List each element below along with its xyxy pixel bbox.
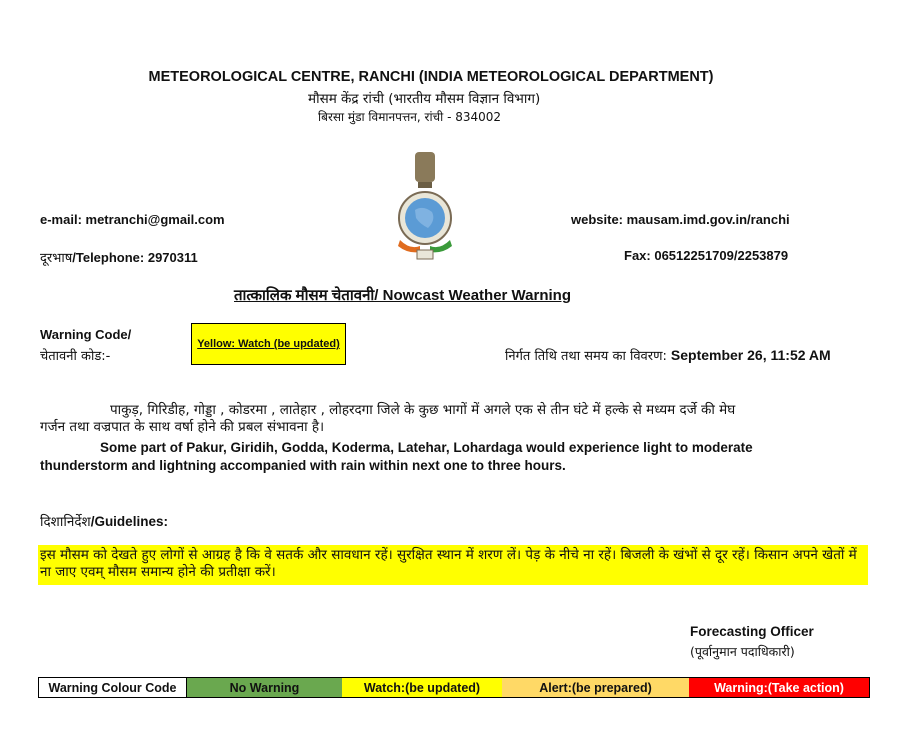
legend-no-warning: No Warning — [187, 678, 342, 697]
issued-label: निर्गत तिथि तथा समय का विवरण: — [505, 349, 667, 364]
telephone — [40, 248, 198, 266]
signature-title-hi: (पूर्वानुमान पदाधिकारी) — [690, 644, 795, 659]
header-address: बिरसा मुंडा विमानपत्तन, रांची - 834002 — [318, 110, 502, 124]
telephone-value: /Telephone: 2970311 — [72, 250, 198, 265]
header-title-hi: मौसम केंद्र रांची (भारतीय मौसम विज्ञान विभाग) — [308, 91, 541, 107]
guidelines-label-en: /Guidelines: — [90, 514, 168, 529]
issued-value: September 26, 11:52 AM — [670, 347, 831, 363]
legend-alert: Alert:(be prepared) — [502, 678, 689, 697]
warning-code-label-en: Warning Code/ — [40, 327, 132, 342]
header-title-en: METEOROLOGICAL CENTRE, RANCHI (INDIA METEOROLOGICAL DEPARTMENT) — [148, 69, 714, 85]
signature-title-en: Forecasting Officer — [690, 624, 814, 639]
guidelines-label-hi: दिशानिर्देश — [40, 514, 91, 530]
warning-code-label-hi: चेतावनी कोड:- — [40, 349, 111, 364]
hindi-message-line2: गर्जन तथा वज्रपात के साथ वर्षा होने की प्रबल संभावना है। — [40, 419, 325, 435]
issued-datetime — [505, 346, 831, 364]
warning-colour-legend — [38, 677, 870, 698]
guidelines-text: इस मौसम को देखते हुए लोगों से आग्रह है कि वे सतर्क और सावधान रहें। सुरक्षित स्थान में शरण लें। पेड़ के नीचे ना रहें। बिजली के खंभों से दूर रहें। किसान अपने खेतों में ना जाए एवम् मौसम समान्य होने की प्रतीक्षा करें। — [40, 547, 857, 580]
warning-code-badge: Yellow: Watch (be updated) — [191, 323, 346, 365]
english-message-line1: Some part of Pakur, Giridih, Godda, Koderma, Latehar, Lohardaga would experience light to moderate — [100, 440, 753, 455]
email-link[interactable]: e-mail: metranchi@gmail.com — [40, 212, 225, 227]
hindi-message-line1: पाकुड़, गिरिडीह, गोड्डा , कोडरमा , लातेहार , लोहरदगा जिले के कुछ भागों में अगले एक से तीन घंटे में हल्के से मध्यम दर्जे की मेघ — [110, 402, 736, 418]
english-message-line2: thunderstorm and lightning accompanied with rain within next one to three hours. — [40, 458, 566, 473]
legend-watch: Watch:(be updated) — [342, 678, 502, 697]
legend-colour-code: Warning Colour Code — [39, 678, 187, 697]
fax: Fax: 06512251709/2253879 — [624, 248, 789, 263]
page-title: तात्कालिक मौसम चेतावनी/ Nowcast Weather Warning — [234, 287, 571, 304]
legend-warning: Warning:(Take action) — [689, 678, 869, 697]
guidelines-heading — [40, 512, 168, 530]
telephone-label-hi: दूरभाष — [40, 251, 73, 266]
imd-emblem-icon — [390, 150, 460, 265]
website-link[interactable]: website: mausam.imd.gov.in/ranchi — [571, 212, 790, 227]
